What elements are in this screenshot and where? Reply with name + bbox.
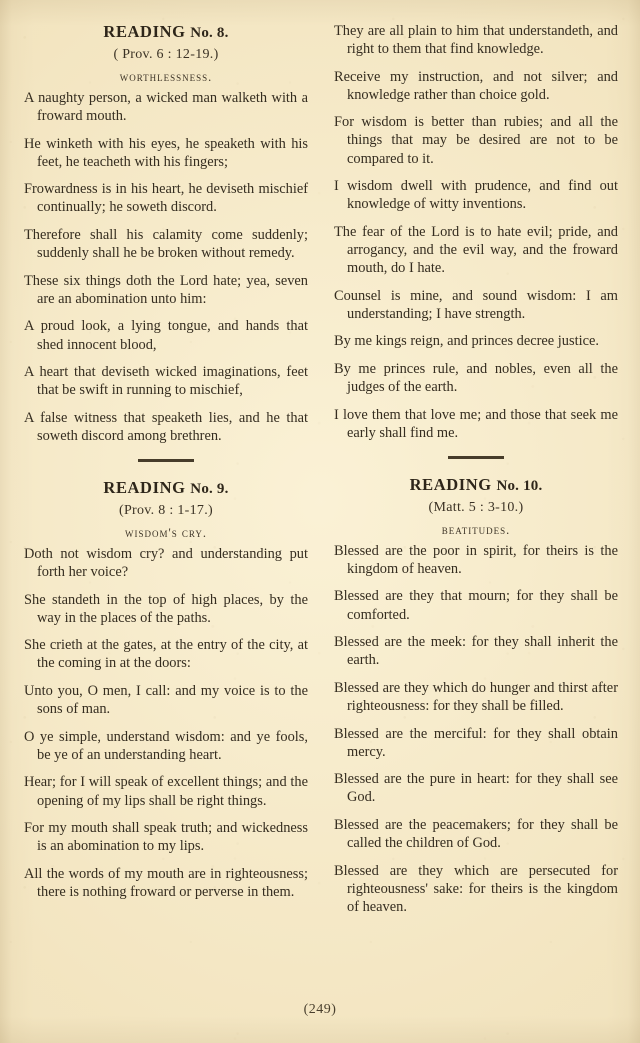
verse: Blessed are the meek: for they shall inherit the earth.	[334, 634, 618, 669]
verse: Blessed are the poor in spirit, for theirs is the kingdom of heaven.	[334, 542, 618, 577]
verse: The fear of the Lord is to hate evil; pride, and arrogancy, and the evil way, and the froward mouth, do I hate.	[334, 223, 618, 277]
reading-9-heading	[24, 478, 308, 498]
verse: Doth not wisdom cry? and understanding put forth her voice?	[24, 546, 308, 581]
verse: Frowardness is in his heart, he deviseth mischief continually; he soweth discord.	[24, 181, 308, 216]
verse: Blessed are the peacemakers; for they shall be called the children of God.	[334, 816, 618, 851]
reading-section-10	[334, 475, 618, 916]
verse: She crieth at the gates, at the entry of the city, at the coming in at the doors:	[24, 637, 308, 672]
verse: All the words of my mouth are in righteousness; there is nothing froward or perverse in them.	[24, 865, 308, 900]
reading-8-reference: ( Prov. 6 : 12-19.)	[113, 47, 219, 62]
verse: Blessed are they which are persecuted for righteousness' sake: for theirs is the kingdom of heaven.	[334, 862, 618, 915]
reading-10-subtitle: beatitudes.	[441, 522, 511, 537]
right-column	[334, 22, 618, 990]
verse: By me princes rule, and nobles, even all the judges of the earth.	[334, 360, 618, 395]
reading-8-subtitle: worthlessness.	[119, 70, 213, 84]
section-divider-rule	[448, 456, 504, 459]
verse: Therefore shall his calamity come suddenly; suddenly shall he be broken without remedy.	[24, 227, 308, 262]
reading-8-number: No. 8.	[190, 25, 229, 41]
reading-8-heading-word: READING	[103, 22, 186, 41]
reading-8-heading	[24, 22, 308, 42]
reading-10-reference: (Matt. 5 : 3-10.)	[428, 499, 524, 515]
reading-10-heading	[334, 475, 618, 495]
reading-9-number: No. 9.	[190, 481, 229, 497]
section-divider-rule	[138, 459, 194, 462]
reading-9-reference: (Prov. 8 : 1-17.)	[118, 503, 213, 518]
verse: These six things doth the Lord hate; yea, seven are an abomination unto him:	[24, 272, 308, 307]
page-number: (249)	[303, 1002, 337, 1017]
reading-section-8	[24, 22, 308, 445]
verse: A proud look, a lying tongue, and hands that shed innocent blood,	[24, 318, 308, 353]
verse: For my mouth shall speak truth; and wickedness is an abomination to my lips.	[24, 820, 308, 855]
reading-9-heading-word: READING	[103, 478, 186, 497]
two-column-text-body	[24, 22, 618, 990]
reading-9-continuation	[334, 22, 618, 442]
verse: A naughty person, a wicked man walketh with a froward mouth.	[24, 90, 308, 125]
verse: They are all plain to him that understandeth, and right to them that find knowledge.	[334, 23, 618, 58]
verse: Counsel is mine, and sound wisdom: I am understanding; I have strength.	[334, 287, 618, 322]
verse: A heart that deviseth wicked imaginations, feet that be swift in running to mischief,	[24, 364, 308, 399]
reading-9-subtitle: wisdom's cry.	[125, 526, 207, 540]
reading-10-number: No. 10.	[496, 477, 543, 494]
verse: Hear; for I will speak of excellent things; and the opening of my lips shall be right things.	[24, 774, 308, 809]
verse: For wisdom is better than rubies; and all the things that may be desired are not to be compared to it.	[334, 114, 618, 167]
verse: Blessed are they that mourn; for they shall be comforted.	[334, 588, 618, 623]
verse: Receive my instruction, and not silver; and knowledge rather than choice gold.	[334, 68, 618, 103]
reading-10-heading-word: READING	[409, 474, 492, 494]
verse: By me kings reign, and princes decree justice.	[334, 333, 599, 350]
verse: O ye simple, understand wisdom: and ye fools, be ye of an understanding heart.	[24, 728, 308, 763]
verse: I love them that love me; and those that seek me early shall find me.	[334, 406, 618, 441]
verse: Unto you, O men, I call: and my voice is to the sons of man.	[24, 683, 308, 718]
verse: I wisdom dwell with prudence, and find out knowledge of witty inventions.	[334, 178, 618, 213]
reading-section-9	[24, 478, 308, 901]
verse: A false witness that speaketh lies, and he that soweth discord among brethren.	[24, 409, 308, 444]
left-column	[24, 22, 308, 990]
verse: Blessed are they which do hunger and thirst after righteousness: for they shall be filled.	[334, 679, 618, 714]
verse: She standeth in the top of high places, by the way in the places of the paths.	[24, 591, 308, 626]
verse: Blessed are the pure in heart: for they shall see God.	[334, 771, 618, 806]
verse: He winketh with his eyes, he speaketh with his feet, he teacheth with his fingers;	[24, 135, 308, 170]
verse: Blessed are the merciful: for they shall obtain mercy.	[334, 725, 618, 760]
